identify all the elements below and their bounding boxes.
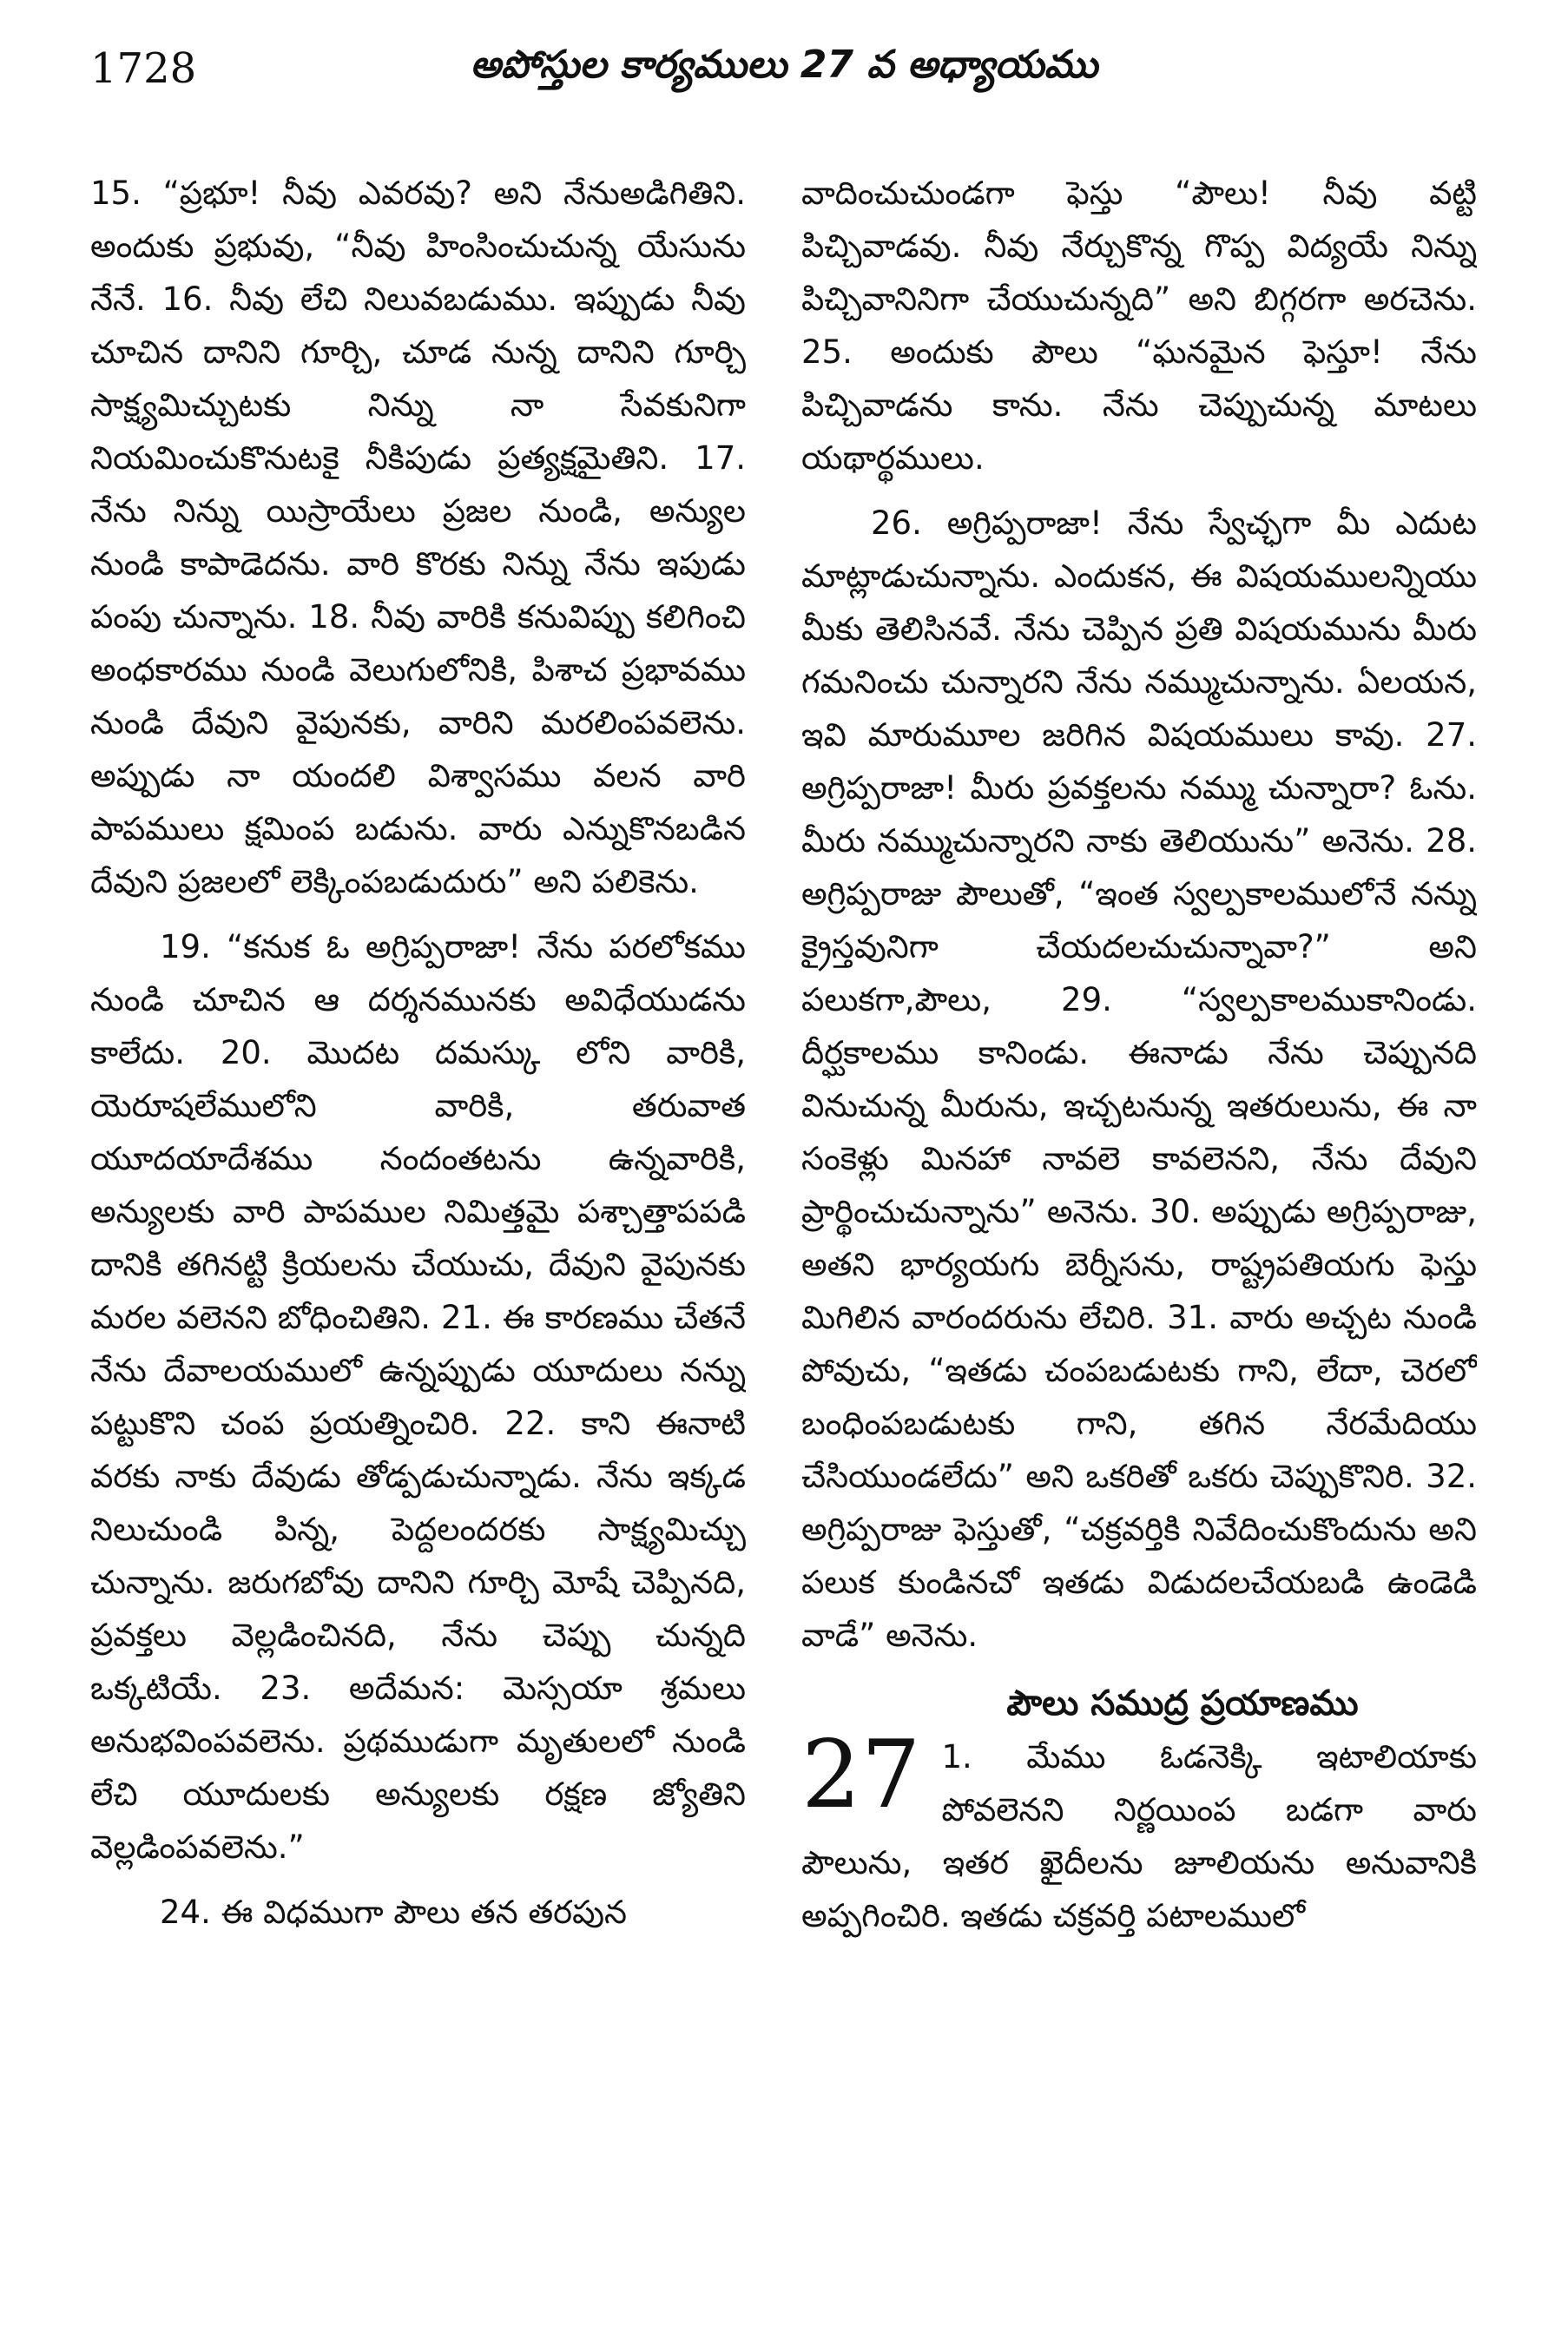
paragraph-verses-19-23: 19. “కనుక ఓ అగ్రిప్పరాజా! నేను పరలోకము నుండి చూచిన ఆ దర్శనమునకు అవిధేయుడను కాలేదు. 20. మొదట దమస్కు లోని వారికి, యెరూషలేములోని వారికి, తరువాత యూదయాదేశము నందంతటను ఉన్నవారికి, అన్యులకు వారి పాపముల నిమిత్తమై పశ్చాత్తాపపడి దానికి తగినట్టి క్రియలను చేయుచు, దేవుని వైపునకు మరల వలెనని బోధించితిని. 21. ఈ కారణము చేతనే నేను దేవాలయములో ఉన్నప్పుడు యూదులు నన్ను పట్టుకొని చంప ప్రయత్నించిరి. 22. కాని ఈనాటి వరకు నాకు దేవుడు తోడ్పడుచున్నాడు. నేను ఇక్కడ నిలుచుండి పిన్న, పెద్దలందరకు సాక్ష్యమిచ్చు చున్నాను. జరుగబోవు దానిని గూర్చి మోషే చెప్పినది, ప్రవక్తలు వెల్లడించినది, నేను చెప్పు చున్నది ఒక్కటియే. 23. అదేమన: మెస్సయా శ్రమలు అనుభవింపవలెను. ప్రథముడుగా మృతులలో నుండి లేచి యూదులకు అన్యులకు రక్షణ జ్యోతిని వెల్లడింపవలెను.”	[90, 928, 746, 1866]
chapter-number: 27	[801, 1721, 921, 1829]
left-column	[90, 167, 746, 2311]
section-heading: పౌలు సముద్ర ప్రయాణము	[1006, 1683, 1359, 1723]
paragraph-verses-26-32: 26. అగ్రిప్పరాజా! నేను స్వేచ్ఛగా మీ ఎదుట మాట్లాడుచున్నాను. ఎందుకన, ఈ విషయములన్నియు మీకు తెలిసినవే. నేను చెప్పిన ప్రతి విషయమును మీరు గమనించు చున్నారని నేను నమ్ముచున్నాను. ఏలయన, ఇవి మారుమూల జరిగిన విషయములు కావు. 27. అగ్రిప్పరాజా! మీరు ప్రవక్తలను నమ్ము చున్నారా? ఓను. మీరు నమ్ముచున్నారని నాకు తెలియును” అనెను. 28. అగ్రిప్పరాజు పౌలుతో, “ఇంత స్వల్పకాలములోనే నన్ను క్రైస్తవునిగా చేయదలచుచున్నావా?” అని పలుకగా,పౌలు, 29. “స్వల్పకాలముకానిండు. దీర్ఘకాలము కానిండు. ఈనాడు నేను చెప్పునది వినుచున్న మీరును, ఇచ్చటనున్న ఇతరులును, ఈ నా సంకెళ్లు మినహా నావలె కావలెనని, నేను దేవుని ప్రార్థించుచున్నాను” అనెను. 30. అప్పుడు అగ్రిప్పరాజు, అతని భార్యయగు బెర్నీసను, రాష్ట్రపతియగు ఫెస్తు మిగిలిన వారందరును లేచిరి. 31. వారు అచ్చట నుండి పోవుచు, “ఇతడు చంపబడుటకు గాని, లేదా, చెరలో బంధింపబడుటకు గాని, తగిన నేరమేదియు చేసియుండలేదు” అని ఒకరితో ఒకరు చెప్పుకొనిరి. 32. అగ్రిప్పరాజు ఫెస్తుతో, “చక్రవర్తికి నివేదించుకొందును అని పలుక కుండినచో ఇతడు విడుదలచేయబడి ఉండెడి వాడే” అనెను.	[801, 504, 1477, 1654]
chapter-start	[801, 1721, 1477, 1942]
chapter-paragraph: 1. మేము ఓడనెక్కి ఇటాలియాకు పోవలెనని నిర్ణయింప బడగా వారు పౌలును, ఇతర ఖైదీలను జూలియను అనువానికి అప్పగించిరి. ఇతడు చక్రవర్తి పటాలములో	[801, 1738, 1477, 1934]
page-number: 1728	[90, 44, 197, 93]
page-header	[0, 0, 1568, 113]
paragraph-verse-24: 24. ఈ విధముగా పౌలు తన తరపున	[160, 1894, 627, 1931]
paragraph-verses-15-18: 15. “ప్రభూ! నీవు ఎవరవు? అని నేనుఅడిగితిని. అందుకు ప్రభువు, “నీవు హింసించుచున్న యేసును నేనే. 16. నీవు లేచి నిలువబడుము. ఇప్పుడు నీవు చూచిన దానిని గూర్చి, చూడ నున్న దానిని గూర్చి సాక్ష్యమిచ్చుటకు నిన్ను నా సేవకునిగా నియమించుకొనుటకై నీకిపుడు ప్రత్యక్షమైతిని. 17. నేను నిన్ను యిస్రాయేలు ప్రజల నుండి, అన్యుల నుండి కాపాడెదను. వారి కొరకు నిన్ను నేను ఇపుడు పంపు చున్నాను. 18. నీవు వారికి కనువిప్పు కలిగించి అంధకారము నుండి వెలుగులోనికి, పిశాచ ప్రభావము నుండి దేవుని వైపునకు, వారిని మరలింపవలెను. అప్పుడు నా యందలి విశ్వాసము వలన వారి పాపములు క్షమింప బడును. వారు ఎన్నుకొనబడిన దేవుని ప్రజలలో లెక్కింపబడుదురు” అని పలికెను.	[90, 175, 746, 900]
right-column	[801, 167, 1477, 2311]
paragraph-verses-24-25: వాదించుచుండగా ఫెస్తు “పౌలు! నీవు వట్టి పిచ్చివాడవు. నీవు నేర్చుకొన్న గొప్ప విద్యయే నిన్ను పిచ్చివానినిగా చేయుచున్నది” అని బిగ్గరగా అరచెను. 25. అందుకు పౌలు “ఘనమైన ఫెస్తూ! నేను పిచ్చివాడను కాను. నేను చెప్పుచున్న మాటలు యథార్థములు.	[801, 175, 1477, 477]
running-head: అపోస్తుల కార్యములు 27 వ అధ్యాయము	[470, 43, 1098, 87]
